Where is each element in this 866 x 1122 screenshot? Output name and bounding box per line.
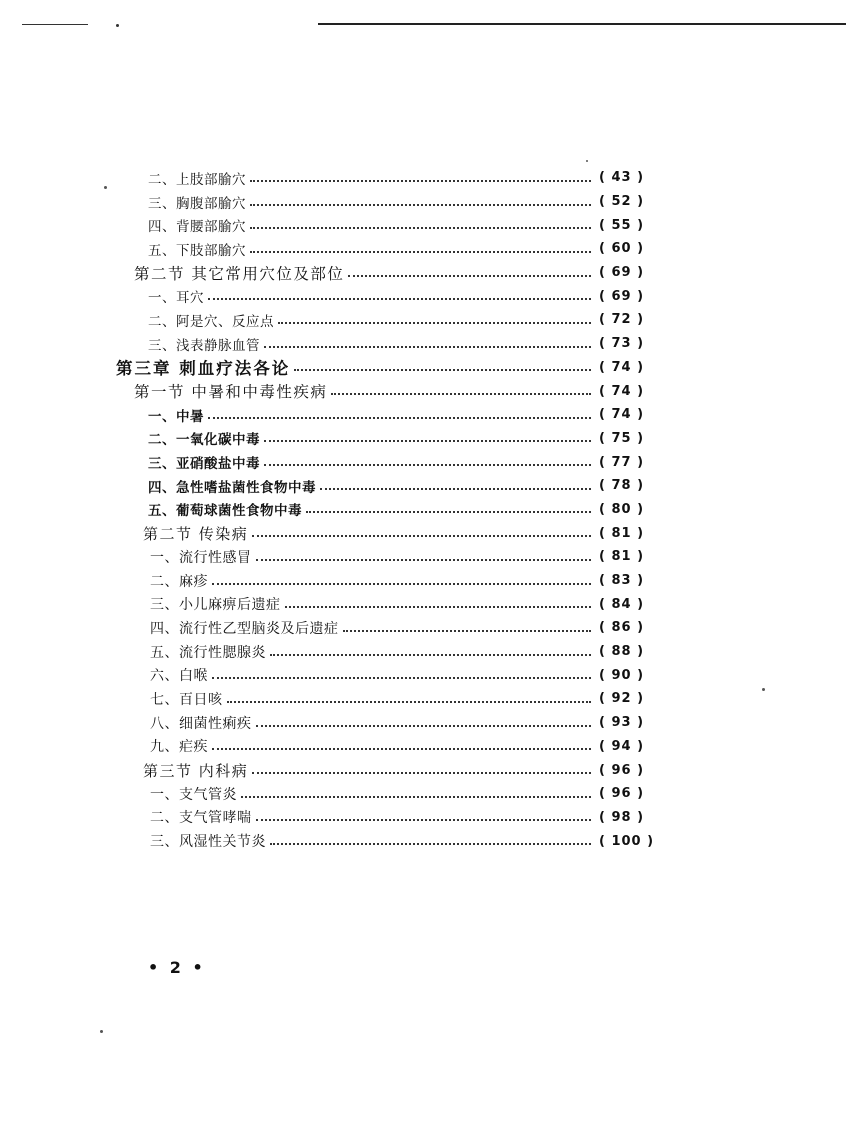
toc-page-number: ( 98 ) [599,809,645,825]
toc-label: 一、中暑 [148,405,208,425]
toc-item [148,215,655,235]
toc-page-number: ( 96 ) [599,786,645,802]
toc-section [134,262,655,284]
toc-row [0,829,866,853]
toc-label: 四、背腰部腧穴 [148,215,250,235]
toc-item [150,618,655,638]
toc-row [0,569,866,593]
toc-page-number: ( 81 ) [599,549,645,565]
toc-section [134,380,655,402]
toc-item [148,168,655,188]
toc-item [148,405,655,425]
dot-leader [252,772,591,774]
dot-leader [264,440,591,442]
dot-leader [306,511,591,513]
toc-section [143,760,655,781]
toc-label: 五、葡萄球菌性食物中毒 [148,499,306,519]
toc-row [0,592,866,616]
toc-page-number: ( 69 ) [599,288,645,304]
dot-leader [348,275,591,277]
toc-item [150,736,655,756]
dot-leader [208,417,591,419]
toc-row [0,735,866,759]
dot-leader [256,559,592,561]
toc-row [0,261,866,285]
toc-label: 六、白喉 [150,665,212,685]
toc-row [0,332,866,356]
toc-item [148,452,655,472]
toc-item [150,665,655,685]
header-rule-right [318,23,846,25]
toc-page-number: ( 90 ) [599,667,645,683]
toc-item [150,784,655,804]
toc-page-number: ( 74 ) [599,359,645,375]
toc-label: 第三章 刺血疗法各论 [116,355,294,379]
toc-label: 二、阿是穴、反应点 [148,310,278,330]
toc-page-number: ( 74 ) [599,383,645,399]
toc-row [0,663,866,687]
toc-page-number: ( 72 ) [599,312,645,328]
toc-item [150,642,655,662]
dot-leader [285,606,592,608]
toc-row [0,427,866,451]
header-speck [116,24,119,27]
toc-label: 五、流行性腮腺炎 [150,642,270,662]
toc-label: 第二节 传染病 [143,523,252,544]
toc-label: 三、胸腹部腧穴 [148,192,250,212]
toc-row [0,782,866,806]
dot-leader [252,535,591,537]
dot-leader [250,227,591,229]
toc-item [150,594,655,614]
dot-leader [212,748,591,750]
dot-leader [212,677,591,679]
toc-row [0,190,866,214]
toc-chapter [116,355,655,379]
toc-label: 四、流行性乙型脑炎及后遗症 [150,618,343,638]
toc-label: 第二节 其它常用穴位及部位 [134,262,348,284]
toc-page-number: ( 92 ) [599,691,645,707]
toc-row [0,237,866,261]
dot-leader [331,393,591,395]
toc-label: 一、支气管炎 [150,784,241,804]
toc-row [0,616,866,640]
toc-label: 二、一氧化碳中毒 [148,428,264,448]
page-number: • 2 • [148,958,206,977]
toc-row [0,806,866,830]
toc-page-number: ( 73 ) [599,336,645,352]
toc-label: 三、浅表静脉血管 [148,334,264,354]
toc-label: 三、小儿麻痹后遗症 [150,594,285,614]
toc-label: 第一节 中暑和中毒性疾病 [134,380,331,402]
toc-row [0,474,866,498]
toc-page-number: ( 78 ) [599,478,645,494]
toc-item [150,713,655,733]
toc-page-number: ( 77 ) [599,454,645,470]
toc-label: 九、疟疾 [150,736,212,756]
dot-leader [264,464,591,466]
toc-item [148,239,655,259]
toc-page-number: ( 83 ) [599,573,645,589]
toc-row [0,758,866,782]
dot-leader [264,346,591,348]
toc-page-number: ( 69 ) [599,265,645,281]
toc-item [148,286,655,306]
toc-item [148,310,655,330]
toc-label: 二、支气管哮喘 [150,807,256,827]
toc-page-number: ( 88 ) [599,644,645,660]
toc-label: 五、下肢部腧穴 [148,239,250,259]
toc-label: 二、上肢部腧穴 [148,168,250,188]
toc-page-number: ( 43 ) [599,170,645,186]
dot-leader [250,251,591,253]
toc-label: 第三节 内科病 [143,760,252,781]
toc-row [0,166,866,190]
toc-item [150,571,655,591]
toc-page-number: ( 81 ) [599,525,645,541]
dot-leader [208,298,591,300]
toc-row [0,687,866,711]
dot-leader [256,819,592,821]
dot-leader [270,843,591,845]
toc-row [0,356,866,380]
toc-label: 七、百日咳 [150,689,227,709]
dot-leader [256,725,592,727]
toc-label: 四、急性嗜盐菌性食物中毒 [148,476,320,496]
dot-leader [227,701,592,703]
toc-row [0,403,866,427]
toc-item [148,334,655,354]
scan-speck [104,186,107,189]
header-rule-left [22,24,88,25]
toc-page-number: ( 75 ) [599,430,645,446]
toc-row [0,450,866,474]
toc-row [0,640,866,664]
toc-item [148,476,655,496]
toc-row [0,521,866,545]
dot-leader [212,583,591,585]
toc-row [0,545,866,569]
toc-row [0,711,866,735]
toc-item [148,499,655,519]
toc-label: 三、风湿性关节炎 [150,831,270,851]
toc-page-number: ( 74 ) [599,407,645,423]
toc-page-number: ( 94 ) [599,738,645,754]
toc-section [143,523,655,544]
toc-row [0,308,866,332]
toc-item [150,807,655,827]
toc-row [0,213,866,237]
toc-row [0,498,866,522]
toc-page-number: ( 60 ) [599,241,645,257]
dot-leader [241,796,591,798]
toc-label: 二、麻疹 [150,571,212,591]
toc-item [150,689,655,709]
dot-leader [250,204,591,206]
toc-row [0,284,866,308]
dot-leader [250,180,591,182]
toc-label: 三、亚硝酸盐中毒 [148,452,264,472]
toc-item [148,192,655,212]
dot-leader [320,488,591,490]
toc-item [148,428,655,448]
toc-page-number: ( 84 ) [599,596,645,612]
toc-page-number: ( 80 ) [599,501,645,517]
dot-leader [343,630,592,632]
toc-item [150,547,655,567]
toc-row [0,379,866,403]
toc-page-number: ( 55 ) [599,217,645,233]
toc-item [150,831,655,851]
dot-leader [270,654,591,656]
toc-page-number: ( 100 ) [599,833,655,849]
toc-label: 八、细菌性痢疾 [150,713,256,733]
toc-page-number: ( 86 ) [599,620,645,636]
dot-leader [294,369,591,371]
scan-speck [586,160,588,162]
toc-page-number: ( 93 ) [599,715,645,731]
scan-speck [100,1030,103,1033]
dot-leader [278,322,591,324]
table-of-contents [0,166,866,853]
toc-label: 一、流行性感冒 [150,547,256,567]
toc-page-number: ( 96 ) [599,762,645,778]
scan-speck [762,688,765,691]
toc-label: 一、耳穴 [148,286,208,306]
toc-page-number: ( 52 ) [599,194,645,210]
